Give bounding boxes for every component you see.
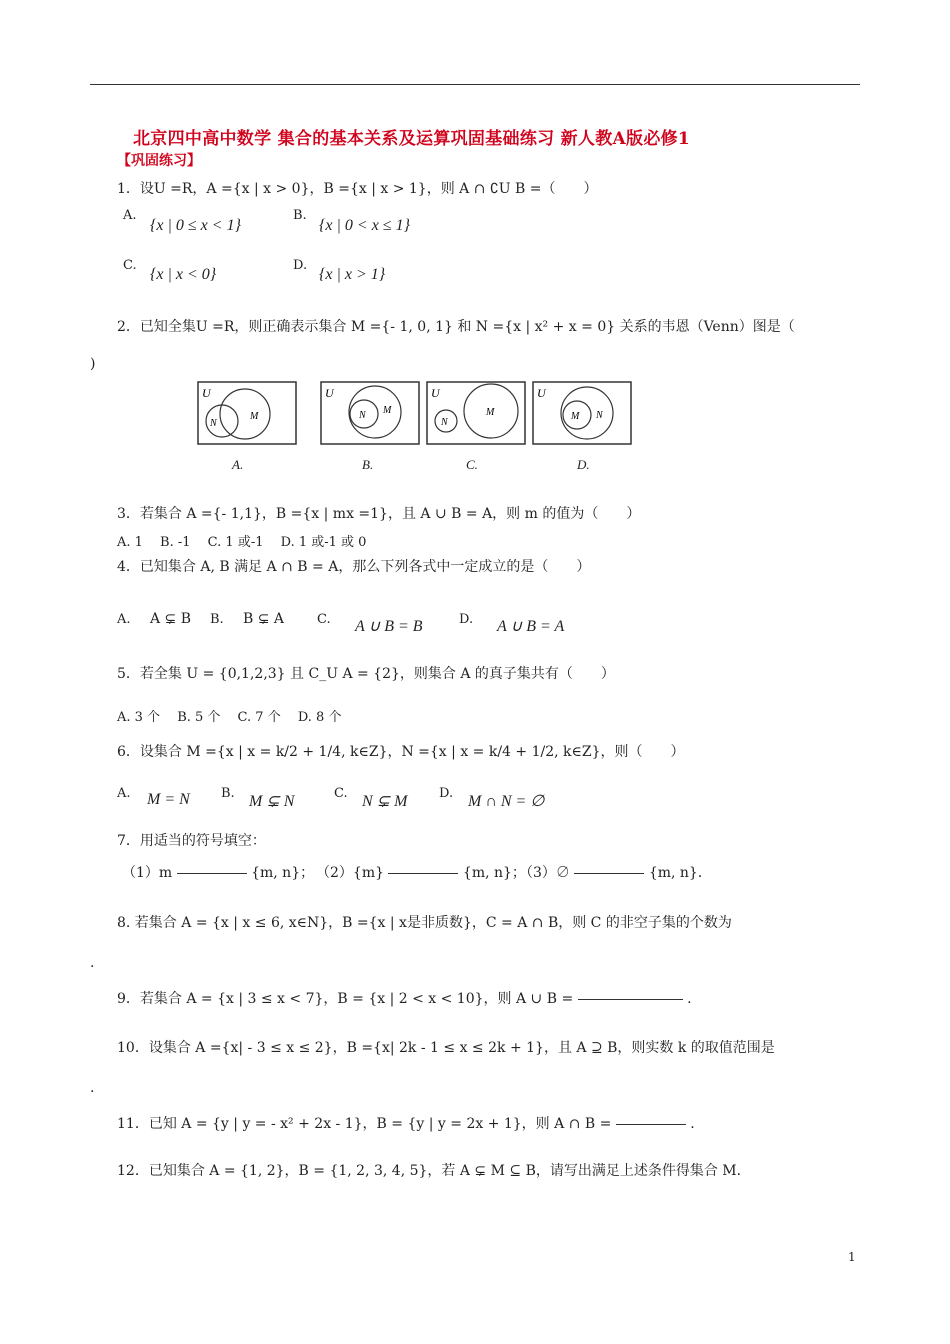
venn-d-set-2-label: N — [596, 410, 603, 421]
q6-option-c-label: C. — [334, 786, 348, 801]
q1-option-d-label: D. — [293, 258, 308, 273]
q7-part-2-right: {m, n}； — [462, 865, 526, 881]
venn-a-universe-label: U — [202, 386, 211, 400]
q11-end: . — [690, 1116, 695, 1132]
q6-option-b: M ⊊ N — [249, 793, 295, 810]
q1-option-a: {x | 0 ≤ x < 1} — [150, 217, 241, 234]
venn-diagram-a[interactable] — [197, 381, 297, 445]
q7-part-3-right: {m, n}． — [648, 865, 712, 881]
q10-end: . — [90, 1080, 95, 1096]
venn-b-set-2-label: M — [383, 405, 392, 416]
q2-stem: 2．已知全集U =R，则正确表示集合 M ={- 1, 0, 1} 和 N ={x | x² + x = 0} 关系的韦恩（Venn）图是（ — [117, 319, 795, 335]
venn-c-universe-label: U — [431, 386, 440, 400]
venn-a-set-2-label: M — [250, 411, 259, 422]
q3-options: A. 1 B. -1 C. 1 或-1 D. 1 或-1 或 0 — [117, 535, 367, 550]
q2-stem-end: ) — [90, 356, 96, 372]
q6-stem: 6．设集合 M ={x | x = k/2 + 1/4, k∈Z}，N ={x | x = k/4 + 1/2, k∈Z}，则（ ） — [117, 744, 685, 760]
q1-stem: 1．设U =R，A ={x | x > 0}，B ={x | x > 1}，则 A ∩ ∁U B =（ ） — [117, 181, 598, 197]
q7-part-3 — [519, 862, 712, 882]
venn-b-label: B. — [362, 457, 374, 472]
q6-option-a-label: A. — [117, 786, 131, 801]
q11-text: 11．已知 A = {y | y = - x² + 2x - 1}，B = {y | y = 2x + 1}，则 A ∩ B = — [117, 1116, 612, 1132]
document-title: 北京四中高中数学 集合的基本关系及运算巩固基础练习 新人教A版必修1 — [133, 129, 691, 149]
page-number: 1 — [848, 1250, 856, 1264]
q7-part-2 — [316, 862, 526, 882]
q10-stem: 10．设集合 A ={x| - 3 ≤ x ≤ 2}，B ={x| 2k - 1 ≤ x ≤ 2k + 1}，且 A ⊇ B，则实数 k 的取值范围是 — [117, 1040, 775, 1056]
q5-stem: 5．若全集 U = {0,1,2,3} 且 C_U A = {2}，则集合 A 的真子集共有（ ） — [117, 666, 615, 682]
q9-end: . — [687, 991, 692, 1007]
venn-a-label: A. — [232, 457, 244, 472]
venn-diagram-b[interactable] — [320, 381, 420, 445]
q6-option-a: M = N — [147, 791, 190, 808]
q4-option-d-label: D. — [459, 612, 474, 627]
q9-answer-blank[interactable] — [578, 998, 683, 1000]
q6-option-b-label: B. — [221, 786, 235, 801]
q11-answer-blank[interactable] — [616, 1123, 686, 1125]
venn-a-set-1-label: N — [210, 418, 217, 429]
q4-option-b-label: B. — [210, 612, 224, 627]
q1-option-b-label: B. — [293, 208, 307, 223]
q4-option-a-label: A. — [117, 612, 131, 627]
q7-part-3-left: （3）∅ — [519, 865, 570, 881]
venn-diagram-c[interactable] — [426, 381, 526, 445]
q7-part-2-left: （2）{m} — [316, 865, 384, 881]
header-rule — [90, 84, 860, 85]
q4-option-a: A ⊊ B — [150, 611, 192, 627]
venn-c-set-1-label: N — [441, 417, 448, 428]
venn-diagram-d[interactable] — [532, 381, 632, 445]
q4-option-c-label: C. — [317, 612, 331, 627]
q6-option-c: N ⊊ M — [362, 793, 408, 810]
q1-option-b: {x | 0 < x ≤ 1} — [319, 217, 410, 234]
q7-blank-1[interactable] — [177, 872, 247, 874]
q8-end: . — [90, 955, 95, 971]
q7-stem: 7．用适当的符号填空： — [117, 833, 266, 849]
venn-b-set-1-label: N — [359, 410, 366, 421]
q8-stem: 8. 若集合 A = {x | x ≤ 6, x∈N}，B ={x | x是非质数}，C = A ∩ B，则 C 的非空子集的个数为 — [117, 915, 732, 931]
q4-option-c: A ∪ B = B — [355, 618, 423, 635]
venn-d-label: D. — [577, 457, 590, 472]
q7-part-1-right: {m, n}； — [251, 865, 315, 881]
q11-stem — [117, 1113, 695, 1133]
q3-stem: 3．若集合 A ={- 1,1}，B ={x | mx =1}，且 A ∪ B = A，则 m 的值为（ ） — [117, 506, 641, 522]
venn-c-set-2-label: M — [486, 407, 495, 418]
q9-text: 9．若集合 A = {x | 3 ≤ x < 7}，B = {x | 2 < x < 10}，则 A ∪ B = — [117, 991, 574, 1007]
q12-stem: 12．已知集合 A = {1, 2}，B = {1, 2, 3, 4, 5}，若 A ⊊ M ⊆ B，请写出满足上述条件得集合 M． — [117, 1163, 751, 1179]
venn-b-universe-label: U — [325, 386, 334, 400]
q4-stem: 4．已知集合 A, B 满足 A ∩ B = A，那么下列各式中一定成立的是（ ） — [117, 559, 591, 575]
q1-option-a-label: A. — [123, 208, 137, 223]
q1-option-c-label: C. — [123, 258, 137, 273]
q7-blank-2[interactable] — [388, 872, 458, 874]
venn-d-universe-label: U — [537, 386, 546, 400]
q4-option-b: B ⊊ A — [243, 611, 285, 627]
q1-option-c: {x | x < 0} — [150, 266, 217, 283]
q7-part-1 — [122, 862, 314, 882]
section-heading: 【巩固练习】 — [117, 153, 201, 169]
q9-stem — [117, 988, 692, 1008]
q7-part-1-left: （1）m — [122, 865, 173, 881]
venn-c-label: C. — [466, 457, 478, 472]
venn-d-set-1-label: M — [571, 411, 580, 422]
q5-options: A. 3 个 B. 5 个 C. 7 个 D. 8 个 — [117, 710, 342, 725]
q1-option-d: {x | x > 1} — [319, 266, 386, 283]
q6-option-d-label: D. — [439, 786, 454, 801]
q4-option-d: A ∪ B = A — [497, 618, 565, 635]
q6-option-d: M ∩ N = ∅ — [468, 793, 545, 810]
q7-blank-3[interactable] — [574, 872, 644, 874]
